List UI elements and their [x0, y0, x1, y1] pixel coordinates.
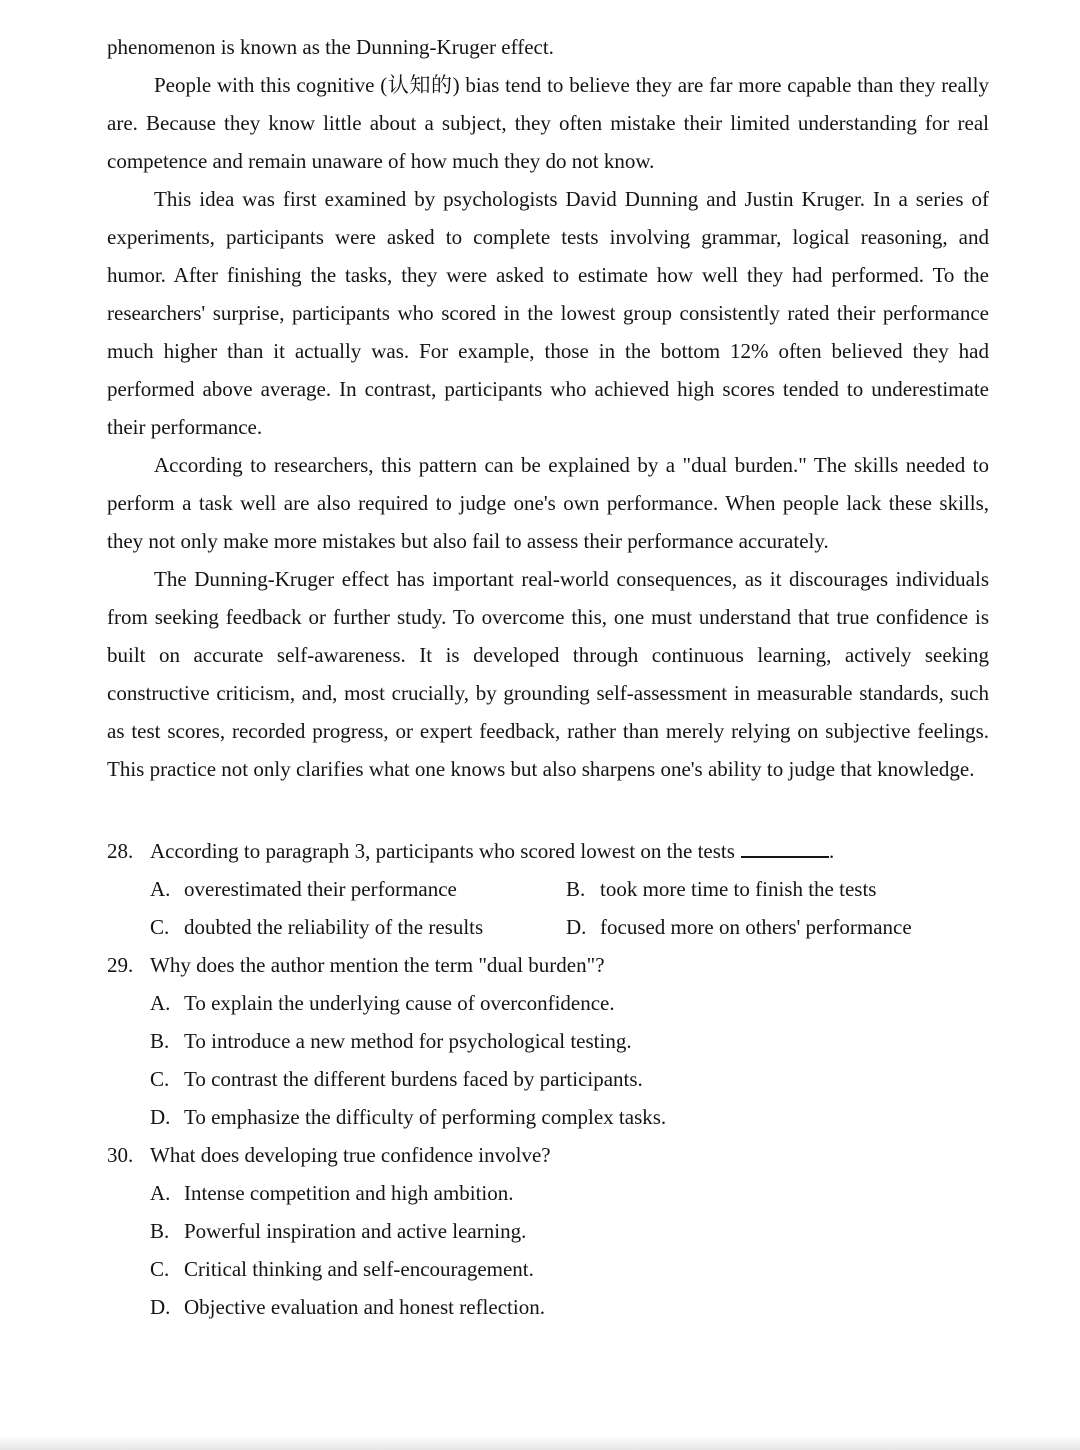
question-text: What does developing true confidence involve? — [150, 1143, 551, 1167]
question-28-stem — [107, 832, 989, 870]
option-a — [150, 984, 989, 1022]
scan-edge-shadow — [0, 1436, 1080, 1450]
option-letter: D. — [566, 915, 587, 939]
option-d — [566, 908, 986, 946]
passage-paragraph-4: According to researchers, this pattern can be explained by a "dual burden." The skills needed to perform a task well are also required to judge one's own performance. When people lack these skills, they not only make more mistakes but also fail to assess their performance accurately. — [107, 453, 989, 553]
question-number: 30. — [107, 1143, 134, 1167]
question-stem-end: . — [828, 839, 835, 863]
question-text: According to paragraph 3, participants who scored lowest on the tests — [150, 839, 735, 863]
option-c — [150, 1060, 989, 1098]
passage-paragraph-3: This idea was first examined by psychologists David Dunning and Justin Kruger. In a series of experiments, participants were asked to complete tests involving grammar, logical reasoning, and humor. After finishing the tasks, they were asked to estimate how well they had performed. To the researchers' surprise, participants who scored in the lowest group consistently rated their performance much higher than it actually was. For example, those in the bottom 12% often believed they had performed above average. In contrast, participants who achieved high scores tended to underestimate their performance. — [107, 187, 989, 439]
option-letter: A. — [150, 991, 171, 1015]
option-letter: D. — [150, 1105, 171, 1129]
question-30-options — [150, 1174, 989, 1326]
option-text: Objective evaluation and honest reflection. — [184, 1295, 545, 1319]
option-text: To emphasize the difficulty of performing complex tasks. — [184, 1105, 667, 1129]
option-d — [150, 1288, 989, 1326]
option-d — [150, 1098, 989, 1136]
option-letter: C. — [150, 915, 170, 939]
option-text: To introduce a new method for psychological testing. — [184, 1029, 632, 1053]
question-29-options — [150, 984, 989, 1136]
option-text: To contrast the different burdens faced by participants. — [184, 1067, 643, 1091]
option-c — [150, 908, 566, 946]
option-text: Critical thinking and self-encouragement. — [184, 1257, 534, 1281]
question-30-stem — [107, 1136, 989, 1174]
question-28-options — [150, 870, 989, 946]
question-number: 28. — [107, 839, 134, 863]
passage-paragraph-2: People with this cognitive (认知的) bias tend to believe they are far more capable than they really are. Because they know little about a subject, they often mistake their limited understanding for real competence and remain unaware of how much they do not know. — [107, 73, 989, 173]
question-28 — [107, 832, 989, 946]
option-letter: A. — [150, 1181, 171, 1205]
option-text: Powerful inspiration and active learning. — [184, 1219, 527, 1243]
question-number: 29. — [107, 953, 134, 977]
option-a — [150, 1174, 989, 1212]
option-letter: B. — [566, 877, 586, 901]
option-letter: C. — [150, 1067, 170, 1091]
option-b — [150, 1212, 989, 1250]
option-text: overestimated their performance — [184, 877, 457, 901]
option-a — [150, 870, 566, 908]
option-c — [150, 1250, 989, 1288]
answer-blank — [741, 838, 829, 858]
option-b — [150, 1022, 989, 1060]
option-text: To explain the underlying cause of overconfidence. — [184, 991, 615, 1015]
exam-page — [107, 28, 989, 1326]
option-text: Intense competition and high ambition. — [184, 1181, 514, 1205]
option-b — [566, 870, 986, 908]
question-29 — [107, 946, 989, 1136]
option-text: doubted the reliability of the results — [184, 915, 484, 939]
option-letter: B. — [150, 1219, 170, 1243]
question-text: Why does the author mention the term "dual burden"? — [150, 953, 605, 977]
question-list — [107, 832, 989, 1326]
question-29-stem — [107, 946, 989, 984]
option-letter: D. — [150, 1295, 171, 1319]
passage-paragraph-5: The Dunning-Kruger effect has important real-world consequences, as it discourages individuals from seeking feedback or further study. To overcome this, one must understand that true confidence is built on accurate self-awareness. It is developed through continuous learning, actively seeking constructive criticism, and, most crucially, by grounding self-assessment in measurable standards, such as test scores, recorded progress, or expert feedback, rather than merely relying on subjective feelings. This practice not only clarifies what one knows but also sharpens one's ability to judge that knowledge. — [107, 567, 989, 781]
option-letter: A. — [150, 877, 171, 901]
question-30 — [107, 1136, 989, 1326]
option-letter: B. — [150, 1029, 170, 1053]
option-text: focused more on others' performance — [600, 915, 912, 939]
passage-paragraph-1: phenomenon is known as the Dunning-Kruger effect. — [107, 35, 554, 59]
option-text: took more time to finish the tests — [600, 877, 877, 901]
option-letter: C. — [150, 1257, 170, 1281]
